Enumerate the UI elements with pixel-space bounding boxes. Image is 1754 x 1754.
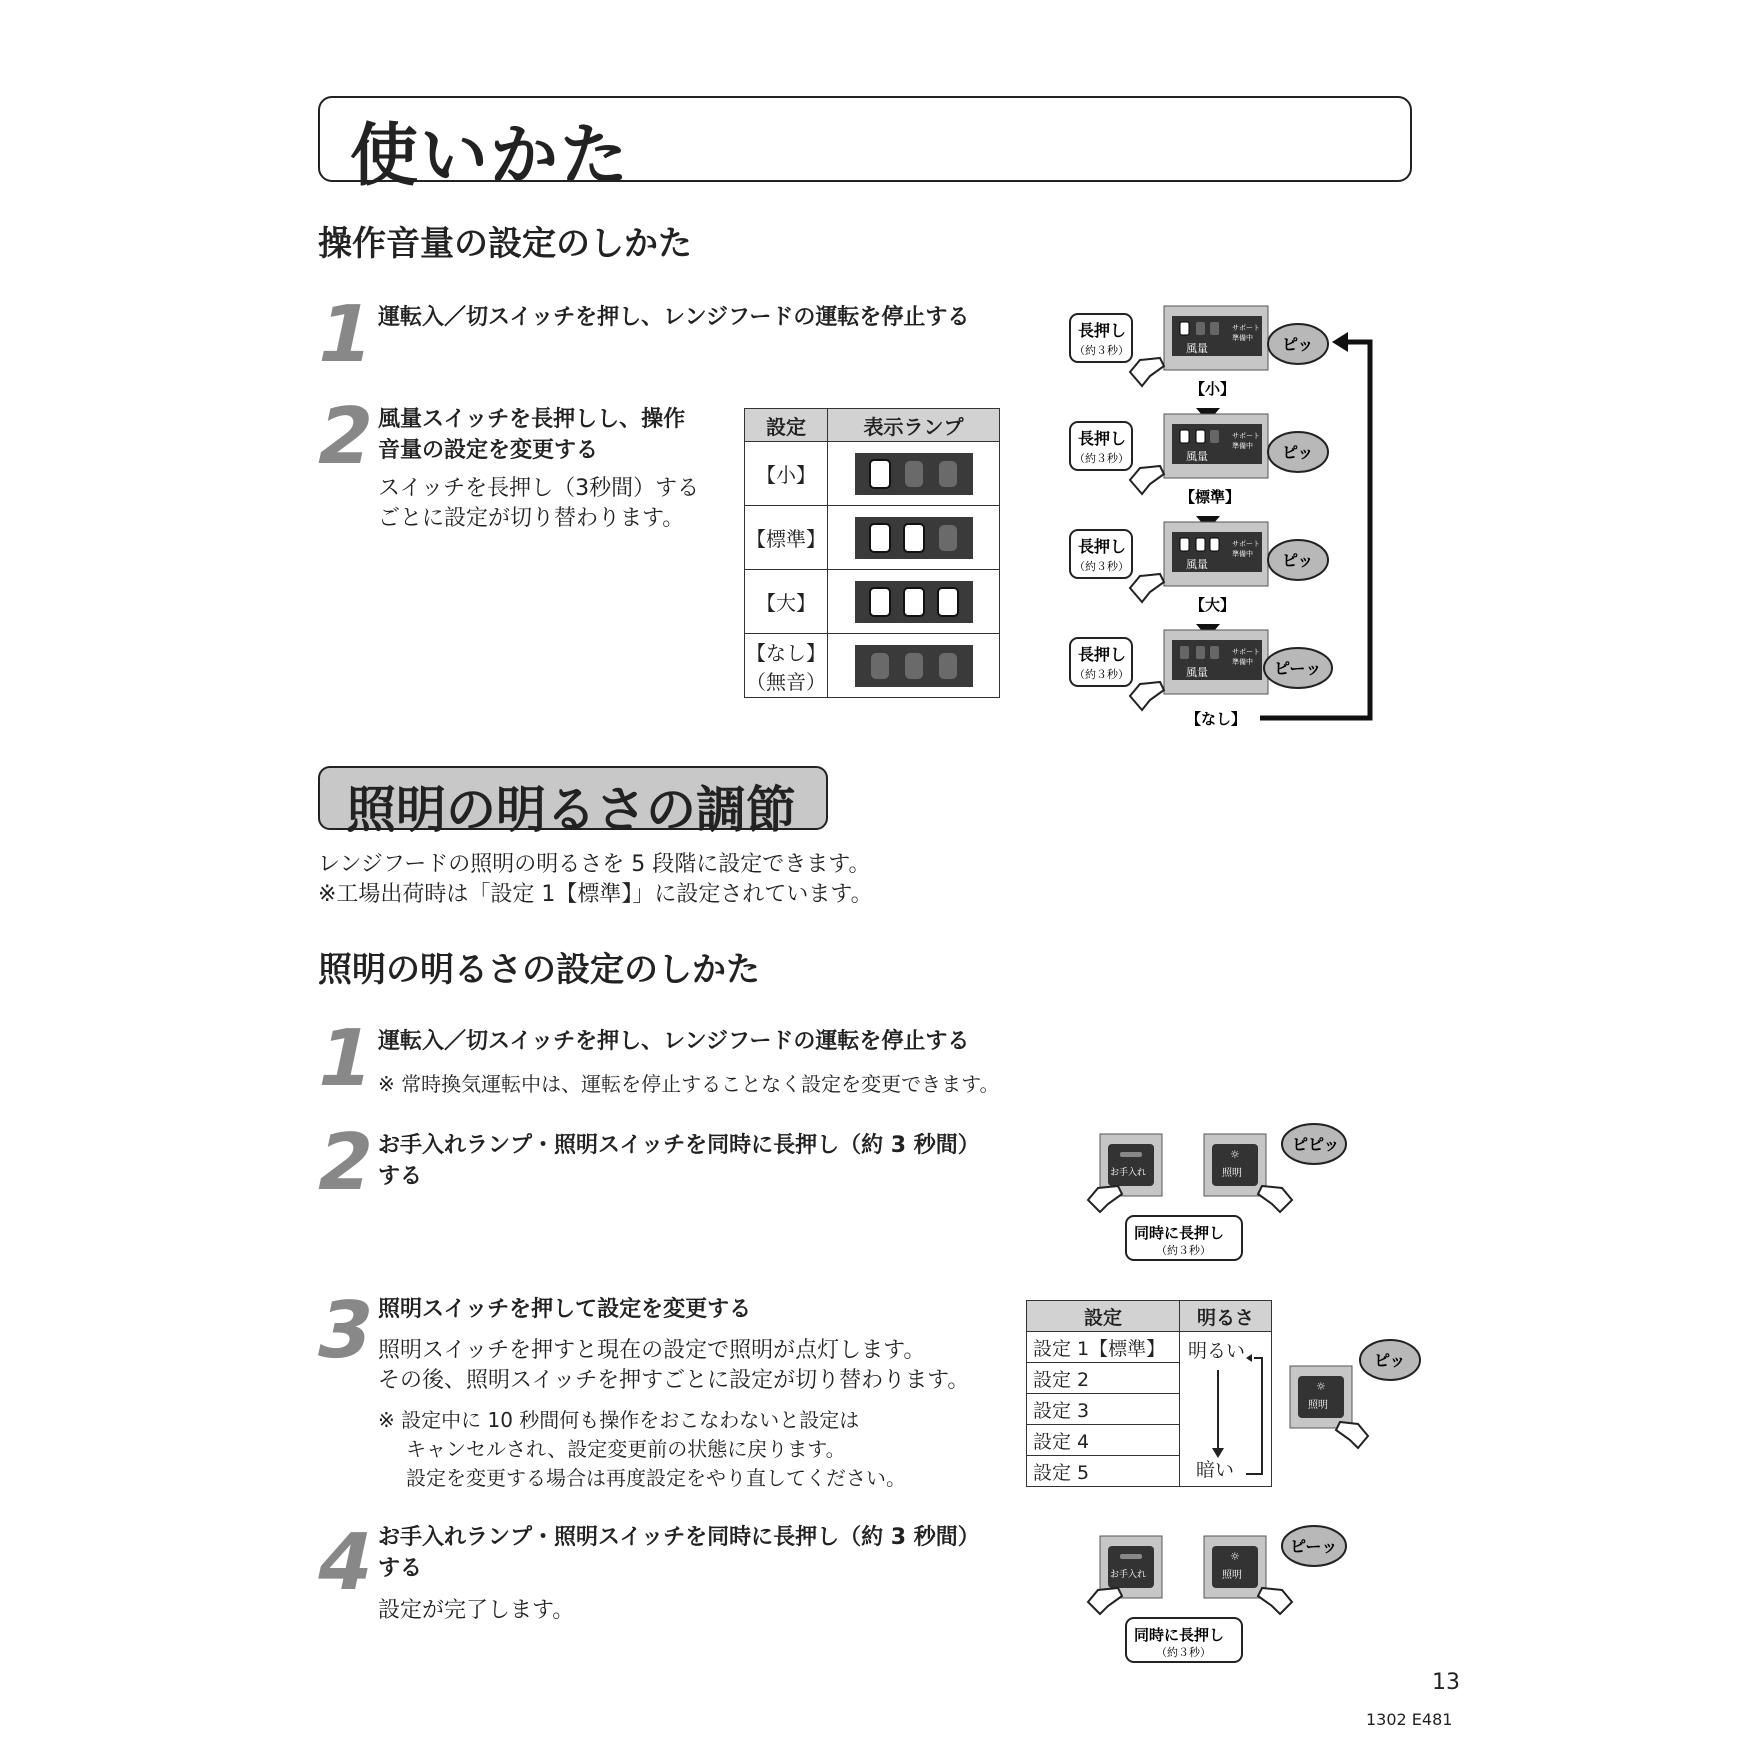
step-body-line: 照明スイッチを押すと現在の設定で照明が点灯します。 — [378, 1338, 926, 1363]
lamp-display — [855, 645, 973, 687]
lamp-off-icon — [1180, 646, 1189, 659]
step-title: 照明スイッチを押して設定を変更する — [378, 1297, 752, 1322]
step-note: ※ 常時換気運転中は、運転を停止することなく設定を変更できます。 — [378, 1072, 1000, 1096]
volume-cycle-diagram — [1060, 300, 1380, 740]
press-label: 長押し — [1078, 537, 1127, 556]
diagram-row — [1070, 414, 1328, 530]
press-label: 同時に長押し — [1134, 1224, 1225, 1242]
oteire-button — [1108, 1144, 1154, 1186]
hand-pointer-icon — [1336, 1422, 1368, 1448]
lamp-on-icon — [1196, 538, 1205, 551]
sound-label: ピーッ — [1290, 1537, 1338, 1556]
lamp-off-icon — [939, 525, 957, 551]
light-icon: ☼ — [1230, 1550, 1240, 1563]
panel-text: 準備中 — [1232, 658, 1253, 666]
press-label: 長押し — [1078, 321, 1127, 340]
both-buttons-diagram — [1070, 1522, 1370, 1672]
page-title-box — [318, 96, 1412, 196]
panel-text: サポート — [1232, 324, 1260, 332]
sound-label: ピピッ — [1292, 1135, 1340, 1154]
hand-pointer-icon — [1130, 574, 1164, 602]
lamp-display — [855, 581, 973, 623]
section2-heading: 照明の明るさの設定のしかた — [318, 950, 760, 990]
step-number: 1 — [308, 290, 382, 380]
step-note — [378, 1406, 906, 1493]
lamp-on-icon — [903, 587, 925, 617]
sound-label: ピッ — [1282, 551, 1314, 570]
lamp-on-icon — [903, 523, 925, 553]
table-cell: 設定 4 — [1027, 1425, 1180, 1456]
table-header: 設定 — [745, 409, 828, 442]
lamp-on-icon — [1180, 322, 1189, 335]
panel-text: サポート — [1232, 540, 1260, 548]
step-note-line: 設定を変更する場合は再度設定をやり直してください。 — [406, 1466, 906, 1490]
table-header: 明るさ — [1180, 1301, 1272, 1332]
step-title-line: お手入れランプ・照明スイッチを同時に長押し（約 3 秒間） — [378, 1133, 980, 1158]
lamp-on-icon — [1210, 538, 1219, 551]
lamp-off-icon — [1196, 322, 1205, 335]
press-sub: （約３秒） — [1074, 668, 1129, 681]
step-title: 運転入／切スイッチを押し、レンジフードの運転を停止する — [378, 1029, 970, 1054]
press-sub: （約３秒） — [1074, 560, 1129, 573]
lamp-cell — [828, 506, 1000, 570]
hand-pointer-icon — [1130, 358, 1164, 386]
both-buttons-diagram — [1070, 1120, 1370, 1270]
arrow-down-icon — [1212, 1448, 1224, 1458]
table-row — [745, 634, 1000, 698]
lamp-display — [855, 517, 973, 559]
section2-title: 照明の明るさの調節 — [346, 781, 796, 839]
lamp-on-icon — [1180, 538, 1189, 551]
lamp-cell — [828, 442, 1000, 506]
press-sub: （約３秒） — [1156, 1646, 1211, 1659]
button-label: 照明 — [1308, 1400, 1328, 1411]
lamp-off-icon — [1120, 1554, 1142, 1559]
lamp-off-icon — [1210, 322, 1219, 335]
level-label: 【小】 — [1190, 380, 1236, 398]
lamp-off-icon — [1196, 646, 1205, 659]
diagram-row — [1070, 306, 1328, 422]
lamp-off-icon — [1210, 430, 1219, 443]
press-sub: （約３秒） — [1074, 344, 1129, 357]
page-title: 使いかた — [350, 117, 631, 196]
footer-code: 1302 E481 — [1366, 1710, 1453, 1729]
fan-label: 風量 — [1186, 666, 1208, 679]
level-label: 【大】 — [1190, 596, 1236, 614]
lamp-off-icon — [905, 653, 923, 679]
panel-text: 準備中 — [1232, 334, 1253, 342]
page-number: 13 — [1432, 1670, 1460, 1695]
fan-label: 風量 — [1186, 342, 1208, 355]
lamp-off-icon — [1210, 646, 1219, 659]
arrow-left-icon — [1246, 1354, 1252, 1362]
intro-text — [318, 850, 873, 910]
panel-text: サポート — [1232, 432, 1260, 440]
step-title-line: する — [378, 1164, 423, 1189]
sound-label: ピッ — [1282, 335, 1314, 354]
light-icon: ☼ — [1316, 1380, 1326, 1393]
step-title — [378, 1130, 980, 1192]
intro-line: ※工場出荷時は「設定 1【標準】」に設定されています。 — [318, 882, 873, 907]
lamp-on-icon — [1196, 430, 1205, 443]
fan-label: 風量 — [1186, 450, 1208, 463]
lamp-cell — [828, 634, 1000, 698]
press-label: 同時に長押し — [1134, 1626, 1225, 1644]
intro-line: レンジフードの照明の明るさを 5 段階に設定できます。 — [318, 852, 871, 877]
section1-heading: 操作音量の設定のしかた — [318, 224, 692, 264]
lamp-off-icon — [939, 653, 957, 679]
lamp-cell — [828, 570, 1000, 634]
table-row — [1027, 1332, 1272, 1363]
press-sub: （約３秒） — [1074, 452, 1129, 465]
step-number: 1 — [308, 1014, 382, 1104]
table-header: 表示ランプ — [828, 409, 1000, 442]
step-body-line: スイッチを長押し（3秒間）する — [378, 476, 700, 501]
step-body: 設定が完了します。 — [378, 1598, 575, 1623]
button-label: お手入れ — [1110, 1168, 1147, 1178]
step-title-line: お手入れランプ・照明スイッチを同時に長押し（約 3 秒間） — [378, 1525, 980, 1550]
step-title-line: 音量の設定を変更する — [378, 438, 599, 463]
panel-text: 準備中 — [1232, 442, 1253, 450]
lamp-off-icon — [939, 461, 957, 487]
bright-label: 明るい — [1188, 1340, 1246, 1362]
light-button-diagram — [1286, 1330, 1426, 1470]
step-number: 2 — [308, 392, 382, 482]
press-sub: （約３秒） — [1156, 1244, 1211, 1257]
lamp-off-icon — [1120, 1152, 1142, 1157]
step-note-line: ※ 設定中に 10 秒間何も操作をおこなわないと設定は — [378, 1408, 860, 1432]
table-cell — [745, 634, 828, 698]
lamp-display — [855, 453, 973, 495]
brightness-scale — [1180, 1332, 1272, 1487]
button-label: 照明 — [1222, 1168, 1242, 1179]
fan-label: 風量 — [1186, 558, 1208, 571]
lamp-on-icon — [869, 523, 891, 553]
step-body — [378, 474, 699, 534]
table-cell: 【大】 — [745, 570, 828, 634]
arrow-head-icon — [1332, 332, 1348, 352]
table-cell: 設定 2 — [1027, 1363, 1180, 1394]
hand-pointer-icon — [1088, 1588, 1122, 1614]
step-note-line: キャンセルされ、設定変更前の状態に戻ります。 — [406, 1437, 846, 1461]
table-row — [745, 570, 1000, 634]
table-cell: 設定 1【標準】 — [1027, 1332, 1180, 1363]
hand-pointer-icon — [1130, 466, 1164, 494]
step-title: 運転入／切スイッチを押し、レンジフードの運転を停止する — [378, 305, 970, 330]
step-title-line: する — [378, 1556, 423, 1581]
hand-pointer-icon — [1258, 1588, 1292, 1614]
step-number: 3 — [308, 1286, 382, 1376]
volume-table — [744, 408, 1000, 698]
step-body-line: その後、照明スイッチを押すごとに設定が切り替わります。 — [378, 1368, 970, 1393]
step-body — [378, 1336, 969, 1396]
step-title — [378, 1522, 980, 1584]
dark-label: 暗い — [1196, 1459, 1235, 1481]
sound-label: ピッ — [1374, 1351, 1406, 1370]
table-cell: 設定 5 — [1027, 1456, 1180, 1487]
diagram-row — [1070, 522, 1328, 638]
step-number: 4 — [308, 1518, 382, 1608]
light-icon: ☼ — [1230, 1148, 1240, 1161]
oteire-button — [1108, 1546, 1154, 1588]
hand-pointer-icon — [1130, 682, 1164, 710]
step-number: 2 — [308, 1118, 382, 1208]
level-label: 【なし】 — [1186, 710, 1247, 728]
table-cell-line: （無音） — [746, 669, 826, 694]
level-label: 【標準】 — [1180, 488, 1241, 506]
table-cell: 設定 3 — [1027, 1394, 1180, 1425]
step-body-line: ごとに設定が切り替わります。 — [378, 506, 685, 531]
lamp-off-icon — [905, 461, 923, 487]
hand-pointer-icon — [1258, 1186, 1292, 1212]
section2-title-box — [318, 766, 828, 839]
press-label: 長押し — [1078, 645, 1127, 664]
table-cell: 【標準】 — [745, 506, 828, 570]
lamp-on-icon — [937, 587, 959, 617]
return-arrow — [1246, 1358, 1262, 1474]
step-title — [378, 404, 685, 466]
panel-text: サポート — [1232, 648, 1260, 656]
table-cell: 【小】 — [745, 442, 828, 506]
table-row — [745, 506, 1000, 570]
press-label: 長押し — [1078, 429, 1127, 448]
scale-arrows — [1180, 1332, 1276, 1486]
button-label: お手入れ — [1110, 1570, 1147, 1580]
sound-label: ピッ — [1282, 443, 1314, 462]
lamp-on-icon — [1180, 430, 1189, 443]
button-label: 照明 — [1222, 1570, 1242, 1581]
brightness-table — [1026, 1300, 1272, 1487]
sound-label: ピーッ — [1274, 659, 1322, 678]
diagram-row — [1070, 630, 1332, 728]
step-title-line: 風量スイッチを長押しし、操作 — [378, 407, 686, 432]
table-header: 設定 — [1027, 1301, 1180, 1332]
panel-text: 準備中 — [1232, 550, 1253, 558]
table-cell-line: 【なし】 — [746, 640, 826, 665]
lamp-off-icon — [871, 653, 889, 679]
hand-pointer-icon — [1088, 1186, 1122, 1212]
lamp-on-icon — [869, 459, 891, 489]
table-row — [745, 442, 1000, 506]
lamp-on-icon — [869, 587, 891, 617]
